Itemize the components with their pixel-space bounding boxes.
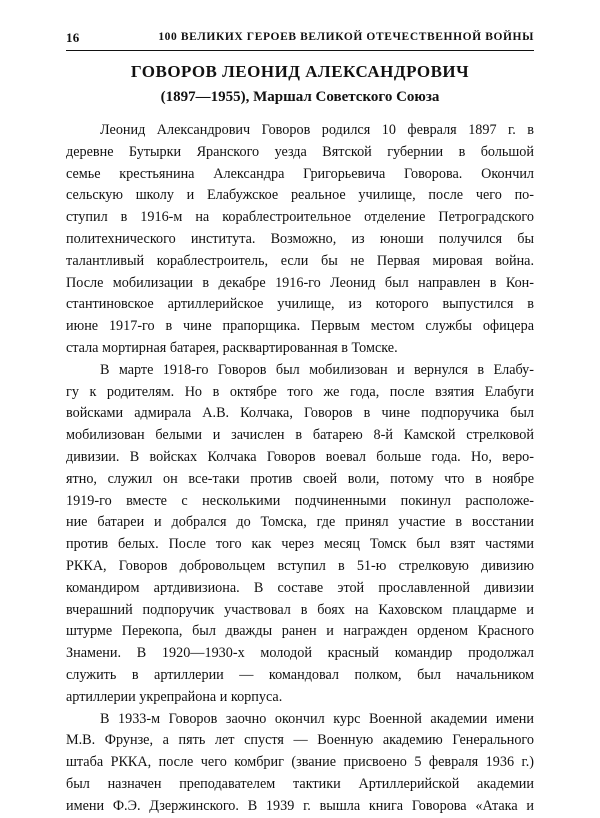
article-subtitle: (1897—1955), Маршал Советского Союза [160,89,440,105]
text-line: вчерашний подпоручик участвовал в боях на Каховском плацдарме и [66,601,534,618]
text-line: 1919-го вместе с несколькими подчиненными покинул расположе- [66,492,534,509]
text-line: июне 1917-го в чине прапорщика. Первым местом службы офицера [66,318,534,335]
text-line: РККА, Говоров добровольцем вступил в 51-ю стрелковую дивизию [66,557,534,574]
text-line: командиром артдивизиона. В составе этой прославленной дивизии [66,579,534,596]
text-line: ние батареи и добрался до Томска, где принял участие в восстании [66,514,534,531]
text-line: семье крестьянина Александра Григорьевича Говорова. Окончил [66,165,534,182]
text-line: против белых. После того как через месяц Томск был взят частями [66,536,534,553]
text-line: имени Ф.Э. Дзержинского. В 1939 г. вышла книга Говорова «Атака и [66,797,534,814]
text-line: служить в артиллерии — командовал полком, был начальником [66,666,534,683]
running-title: 100 ВЕЛИКИХ ГЕРОЕВ ВЕЛИКОЙ ОТЕЧЕСТВЕННОЙ ВОЙНЫ [158,31,534,43]
text-line: талантливый кораблестроитель, если бы не Первая мировая война. [66,252,534,269]
text-line: Знамени. В 1920—1930-х молодой красный командир продолжал [66,645,534,662]
header-rule [66,50,534,51]
text-line: сельскую школу и Елабужское реальное училище, после чего по- [66,187,534,204]
running-header [66,30,534,50]
text-line: политехнического института. Возможно, из юноши получился бы [66,230,534,247]
text-line: ступил в 1916-м на кораблестроительное отделение Петроградского [66,209,534,226]
text-line: штурме Перекопа, был дважды ранен и награжден орденом Красного [66,623,534,640]
article-body [66,120,534,818]
text-line: гу к родителям. Но в октябре того же года, после взятия Елабуги [66,383,534,400]
text-line: штаба РККА, после чего комбриг (звание присвоено 5 февраля 1936 г.) [66,754,534,771]
text-line: войсками адмирала А.В. Колчака, Говоров в чине подпоручика был [66,405,534,422]
text-line: стала мортирная батарея, расквартированная в Томске. [66,339,398,356]
page-number: 16 [66,30,80,45]
text-line: мобилизован белыми и зачислен в батарею 8-й Камской стрелковой [66,427,534,444]
text-line: После мобилизации в декабре 1916-го Леонид был направлен в Кон- [66,274,534,291]
text-line: В марте 1918-го Говоров был мобилизован и вернулся в Елабу- [100,361,534,378]
article-title: ГОВОРОВ ЛЕОНИД АЛЕКСАНДРОВИЧ [130,62,470,81]
text-line: стантиновское артиллерийское училище, из которого выпустился в [66,296,534,313]
text-line: Леонид Александрович Говоров родился 10 февраля 1897 г. в [100,122,534,138]
text-line: В 1933-м Говоров заочно окончил курс Военной академии имени [100,710,534,727]
text-line: артиллерии укрепрайона и корпуса. [66,688,283,705]
text-line: дивизии. В войсках Колчака Говоров воевал больше года. Но, веро- [66,448,534,465]
text-line: деревне Бутырки Яранского уезда Вятской губернии в большой [66,143,534,160]
text-line: М.В. Фрунзе, а пять лет спустя — Военную академию Генерального [66,732,534,749]
text-line: был назначен преподавателем тактики Артиллерийской академии [66,775,534,792]
text-line: ятно, служил он все-таки против своей воли, потому что в ноябре [66,470,534,487]
